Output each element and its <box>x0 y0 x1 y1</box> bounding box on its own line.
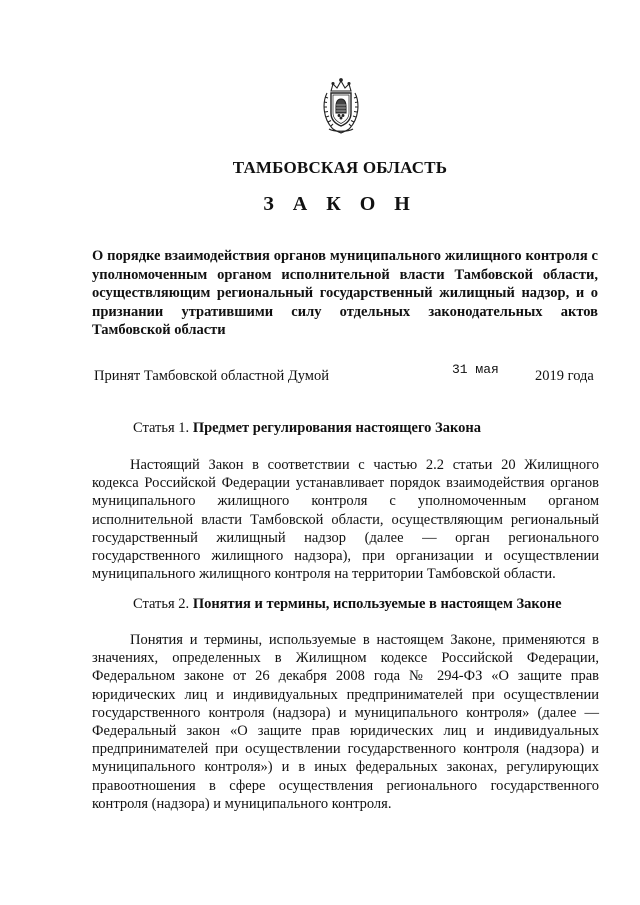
article-1-heading <box>133 420 481 437</box>
article-1-number: Статья 1. <box>133 420 190 436</box>
adoption-date: 31 мая <box>452 362 499 377</box>
article-1-title: Предмет регулирования настоящего Закона <box>192 420 481 436</box>
article-2-text: Понятия и термины, используемые в настоящем Законе, применяются в значениях, определенных в Жилищном кодексе Российской Федерации, Федеральном законе от 26 декабря 2008 года № 294-ФЗ «О защите прав юридических лиц и индивидуальных предпринимателей при осуществлении государственного контроля (надзора) и муниципального контроля» (далее — Федеральный закон «О защите прав юридических лиц и индивидуальных предпринимателей при осуществлении государственного контроля (надзора) и муниципального контроля») и в иных федеральных законах, регулирующих правоотношения в сфере осуществления регионального государственного контроля (надзора) и муниципального контроля. <box>92 632 599 812</box>
law-title: О порядке взаимодействия органов муниципального жилищного контроля с уполномоченным органом исполнительной власти Тамбовской области, осуществляющим региональный государственный жилищный надзор, и о признании утратившими силу отдельных законодательных актов Тамбовской области <box>92 248 598 338</box>
article-2-heading <box>133 596 562 613</box>
article-2-title: Понятия и термины, используемые в настоящем Законе <box>192 596 562 612</box>
article-1-text: Настоящий Закон в соответствии с частью 2.2 статьи 20 Жилищного кодекса Российской Федерации устанавливает порядок взаимодействия органов муниципального жилищного контроля с уполномоченным органом исполнительной власти Тамбовской области, осуществляющим региональный государственный жилищный надзор (далее — орган регионального государственного жилищного надзора), при организации и осуществлении муниципального жилищного контроля на территории Тамбовской области. <box>92 457 599 583</box>
region-name: ТАМБОВСКАЯ ОБЛАСТЬ <box>232 158 448 177</box>
coat-of-arms-icon <box>319 77 363 135</box>
adoption-year: 2019 года <box>535 368 594 384</box>
document-type: З А К О Н <box>263 193 417 215</box>
article-2-number: Статья 2. <box>133 596 190 612</box>
adopted-by-text: Принят Тамбовской областной Думой <box>94 368 329 384</box>
